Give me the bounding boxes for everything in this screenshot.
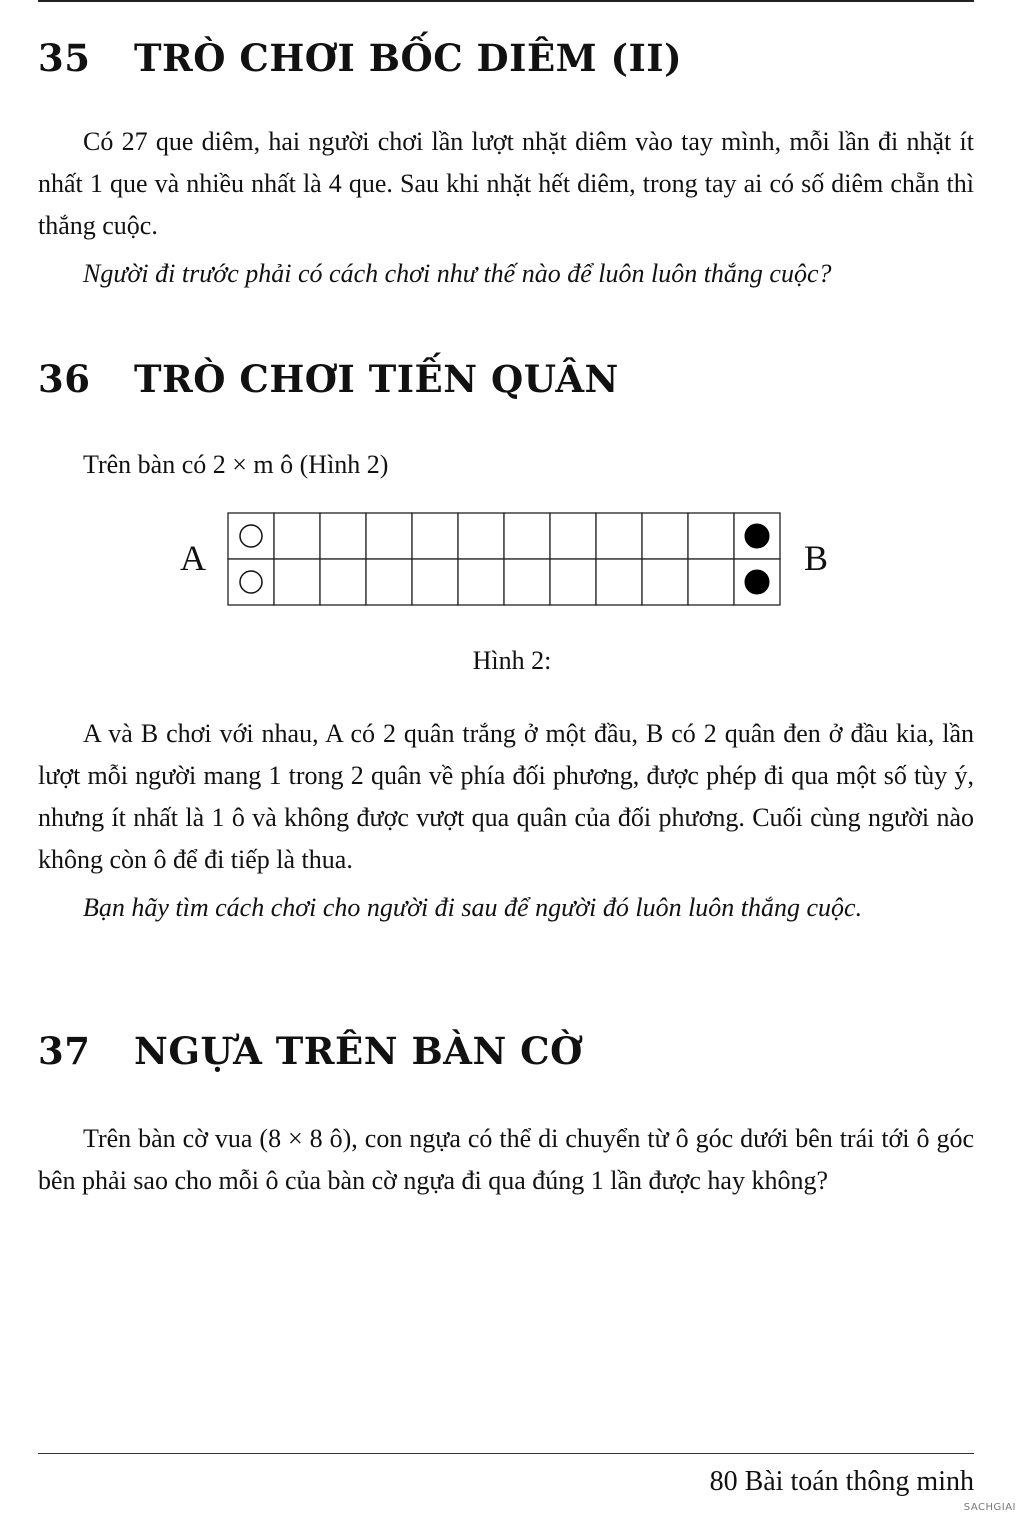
board-cell	[642, 513, 688, 559]
board-cell	[412, 513, 458, 559]
board-cell	[274, 559, 320, 605]
board-cell	[596, 513, 642, 559]
board-cell	[596, 559, 642, 605]
board-cell	[458, 513, 504, 559]
board-cell	[320, 513, 366, 559]
watermark-logo: SACHGIAI	[963, 1502, 1016, 1513]
section-37-number: 37	[38, 1029, 91, 1073]
board-cell	[642, 559, 688, 605]
section-35-question: Người đi trước phải có cách chơi như thế nào để luôn luôn thắng cuộc?	[83, 259, 832, 288]
section-36-title: TRÒ CHƠI TIẾN QUÂN	[134, 357, 619, 401]
white-piece	[240, 525, 262, 547]
section-37-title: NGỰA TRÊN BÀN CỜ	[134, 1029, 583, 1073]
board-label-b: B	[804, 538, 829, 578]
board-cell	[688, 559, 734, 605]
board-cell	[504, 559, 550, 605]
board-cell	[458, 559, 504, 605]
section-35-title: TRÒ CHƠI BỐC DIÊM (II)	[134, 36, 683, 80]
board-cell	[366, 559, 412, 605]
section-36-number: 36	[38, 357, 91, 401]
board-cell	[688, 513, 734, 559]
board-cell	[274, 513, 320, 559]
section-36-heading	[38, 357, 619, 401]
section-37-body: Trên bàn cờ vua (8 × 8 ô), con ngựa có thể di chuyển từ ô góc dưới bên trái tới ô góc bên phải sao cho mỗi ô của bàn cờ ngựa đi qua đúng 1 lần được hay không?	[38, 1124, 974, 1195]
section-35-number: 35	[38, 36, 91, 80]
footer-rule	[38, 1453, 974, 1454]
section-35-heading	[38, 36, 682, 80]
figure-2-caption: Hình 2:	[472, 646, 552, 675]
board-grid	[227, 512, 783, 608]
board-cell	[366, 513, 412, 559]
black-piece	[745, 570, 769, 594]
top-rule	[38, 0, 974, 2]
figure-2-board	[0, 512, 1024, 608]
section-35-body: Có 27 que diêm, hai người chơi lần lượt nhặt diêm vào tay mình, mỗi lần đi nhặt ít nhất 1 que và nhiều nhất là 4 que. Sau khi nhặt hết diêm, trong tay ai có số diêm chẵn thì thắng cuộc.	[38, 127, 974, 240]
board-cell	[550, 559, 596, 605]
section-36-body: A và B chơi với nhau, A có 2 quân trắng ở một đầu, B có 2 quân đen ở đầu kia, lần lượt mỗi người mang 1 trong 2 quân về phía đối phương, được phép đi qua một số tùy ý, nhưng ít nhất là 1 ô và không được vượt qua quân của đối phương. Cuối cùng người nào không còn ô để đi tiếp là thua.	[38, 719, 974, 874]
board-label-a: A	[180, 538, 206, 578]
board-cell	[504, 513, 550, 559]
black-piece	[745, 524, 769, 548]
section-36-intro: Trên bàn có 2 × m ô (Hình 2)	[83, 450, 389, 479]
board-cell	[550, 513, 596, 559]
white-piece	[240, 571, 262, 593]
board-cell	[412, 559, 458, 605]
section-36-question: Bạn hãy tìm cách chơi cho người đi sau để người đó luôn luôn thắng cuộc.	[83, 893, 863, 922]
board-cell	[320, 559, 366, 605]
section-37-heading	[38, 1029, 583, 1073]
footer-book-title: 80 Bài toán thông minh	[709, 1466, 974, 1497]
